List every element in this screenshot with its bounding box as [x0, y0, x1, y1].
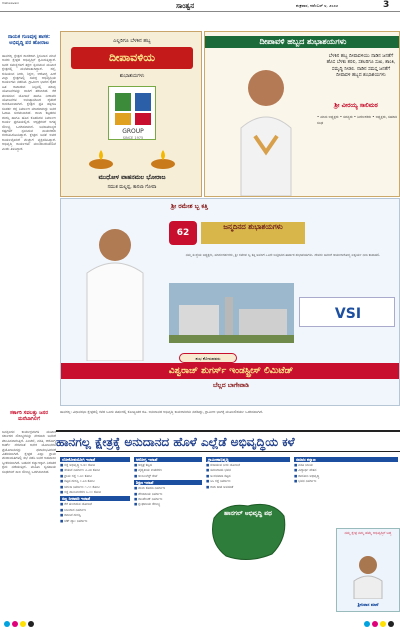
black-dot-icon [28, 621, 34, 627]
ad-left-line-2: ಶುಭಾಶಯಗಳು [119, 73, 145, 79]
black-dot-icon [388, 621, 394, 627]
list-heading: ಲೋಕೋಪಯೋಗಿ ಇಲಾಖೆ [60, 457, 130, 462]
ad-right-name: ಶ್ರೀ ವೀರಯ್ಯ ಸಾಲಿಮಠ [334, 102, 378, 109]
ad-right-message: ಬೆಳಕಿನ ಹಬ್ಬ ದೀಪಾವಳಿಯು ನಾಡಿನ ಜನತೆಗೆ ಹೊಸ ಬೆಳಕು ತರಲಿ, ಸಕಲರಿಗೂ ಸುಖ, ಶಾಂತಿ, ಸಮೃದ್ಧಿ ನೀಡಲಿ. ನಾಡಿನ ಸಮಸ್ತ ಜನತೆಗೆ ದೀಪಾವಳಿ ಹಬ್ಬದ ಶುಭಾಶಯಗಳು [326, 54, 396, 79]
company-location: ಬೆಲ್ಲದ ಬಾಗೇವಾಡಿ [213, 382, 249, 389]
ad-left-footer-2: ನಮುಕ ಮಲ್ಲಪ್ಪ, ಕಾನಲಾ ಗೋಪಾ [107, 185, 157, 190]
svg-text:SINCE 1975: SINCE 1975 [122, 136, 144, 140]
list-item: ■ ಚರಂಡಿ ನಿರ್ಮಾಣ ೧.೧೦ ಕೋಟಿ [60, 485, 130, 490]
birthday-message: ನಮ್ಮ ಸಂಸ್ಥೆಯ ಅಧ್ಯಕ್ಷರು, ಮಾರ್ಗದರ್ಶಕರು, ಶ್ರೀ ರಮೇಶ ಬ್ಬ ಕತ್ತಿ ಅವರಿಗೆ ೬೨ನೇ ಜನ್ಮದಿನದ ಹಾರ್ದಿಕ ಶುಭಾಶಯಗಳು. ದೇವರು ಅವರಿಗೆ ಆಯುರಾರೋಗ್ಯ ಐಶ್ವರ್ಯ ನೀಡಿ ಕಾಪಾಡಲಿ. [185, 253, 381, 257]
page-number: 3 [383, 0, 390, 10]
list-item: ■ ರಸ್ತೆ ಡಾಂಬರೀಕರಣ ೩.೦೦ ಕೋಟಿ [60, 490, 130, 495]
list-item: ■ ಸೇತುವೆ ನಿರ್ಮಾಣ ೨.೨೫ ಕೋಟಿ [60, 468, 130, 473]
ad-right-banner: ದೀಪಾವಳಿ ಹಬ್ಬದ ಶುಭಾಶಯಗಳು [205, 36, 400, 48]
ad-right-designations: • ಮಾಜಿ ಅಧ್ಯಕ್ಷರು • ಸದಸ್ಯರು • ನಿರ್ದೇಶಕರು • ಅಧ್ಯಕ್ಷರು, ಸಹಕಾರಿ ಸಂಘ [317, 115, 398, 125]
politician-photo [227, 56, 305, 196]
list-item: ■ ಶಾಲಾ ಕೊಠಡಿ ನಿರ್ಮಾಣ [134, 486, 202, 491]
factory-photo [169, 283, 294, 343]
list-item: ■ ವಿದ್ಯಾರ್ಥಿ ವೇತನ [294, 468, 398, 473]
list-item: ■ ಚೆಕ್ ಡ್ಯಾಂ ನಿರ್ಮಾಣ [60, 519, 130, 524]
age-badge: 62 [169, 221, 197, 245]
article-headline: ಹಾನಗಲ್ಲ ಕ್ಷೇತ್ರಕ್ಕೆ ಅನುದಾನದ ಹೊಳೆ ಎಲ್ಲೆಡೆ ಅಭಿವೃದ್ಧಿಯ ಕಳೆ [56, 430, 400, 452]
list-social-welfare [294, 456, 398, 526]
list-item: ■ ಗ್ರಾಮ ರಸ್ತೆ ೧.೮೦ ಕೋಟಿ [60, 474, 130, 479]
constituency-map [206, 498, 290, 564]
list-item: ■ ವೈದ್ಯಕೀಯ ಉಪಕರಣ [134, 468, 202, 473]
group-logo-icon [109, 87, 157, 141]
ad-left-line-1: ಎಲ್ಲರಿಗೂ ಬೆಳಕಿನ ಹಬ್ಬ [113, 38, 151, 44]
list-item: ■ ಆಂಬುಲೆನ್ಸ್ ಸೇವೆ [134, 474, 202, 479]
print-registration-marks [0, 619, 400, 629]
ad-left-footer-1: ಮುಧೋಳ ವಾಹನಮಲ ಭೋರಾಜ [98, 174, 166, 181]
header-left-text: Vishwavani [2, 1, 19, 5]
page-header [0, 0, 400, 12]
left-column-heading-1: ನಾಯಕ ಗುಣವುಳ್ಳ ಶಾಸಕ: ಅಭಿವೃದ್ಧಿ ಪರ ಹೋರಾಟ [8, 34, 50, 46]
list-heading: ಸಣ್ಣ ನೀರಾವರಿ ಇಲಾಖೆ [60, 496, 130, 501]
list-item: ■ ಕೆರೆ ತುಂಬಿಸುವ ಯೋಜನೆ [60, 502, 130, 507]
list-heading: ಗ್ರಾಮೀಣಾಭಿವೃದ್ಧಿ [206, 457, 290, 462]
list-item: ■ ವಸತಿ ನಿಲಯ [294, 463, 398, 468]
left-column-body-1: ಹಾನಗಲ್ಲ ಕ್ಷೇತ್ರದ ಶಾಸಕರಾಗಿ ಶ್ರೀನಿವಾಸ ಮಾನೆ ಅವರು ಕ್ಷೇತ್ರದ ಅಭಿವೃದ್ಧಿಗೆ ಶ್ರಮಿಸುತ್ತಿದ್ದಾರೆ. ಜನರ ಸಮಸ್ಯೆಗಳಿಗೆ ತಕ್ಷಣ ಸ್ಪಂದಿಸುವ ಮೂಲಕ ಕ್ಷೇತ್ರದಲ್ಲಿ ಮನೆಮಾತಾಗಿದ್ದಾರೆ. ರಸ್ತೆ, ಕುಡಿಯುವ ನೀರು, ಶಿಕ್ಷಣ, ಆರೋಗ್ಯ ಹೀಗೆ ಎಲ್ಲಾ ಕ್ಷೇತ್ರಗಳಲ್ಲಿ ಸಮಗ್ರ ಅಭಿವೃದ್ಧಿಯ ಕಾರ್ಯಗಳು ನಡೆದಿವೆ. ಗ್ರಾಮೀಣ ಭಾಗದ ರೈತರ ಹಿತ ಕಾಪಾಡುವ ನಿಟ್ಟಿನಲ್ಲಿ ಹಲವು ಯೋಜನೆಗಳನ್ನು ಜಾರಿಗೆ ತರಲಾಗಿದೆ. ಕೆರೆ ತುಂಬಿಸುವ ಯೋಜನೆ ಹಾಗೂ ನೀರಾವರಿ ಯೋಜನೆಗಳ ಅನುಷ್ಠಾನದಿಂದ ರೈತರಿಗೆ ಅನುಕೂಲವಾಗಿದೆ. ಕ್ಷೇತ್ರದ ಪ್ರತಿ ಹಳ್ಳಿಗೂ ಸಂಪರ್ಕ ರಸ್ತೆ ನಿರ್ಮಾಣ ಮಾಡಲಾಗಿದ್ದು ಜನರ ಓಡಾಟ ಸುಗಮವಾಗಿದೆ. ಶಾಲಾ ಕಟ್ಟಡಗಳ ದುರಸ್ತಿ ಹಾಗೂ ಹೊಸ ಕೊಠಡಿಗಳ ನಿರ್ಮಾಣ ಕಾರ್ಯ ಪ್ರಗತಿಯಲ್ಲಿದೆ. ಆಸ್ಪತ್ರೆಗಳಿಗೆ ಅಗತ್ಯ ಸೌಲಭ್ಯ ಒದಗಿಸಲಾಗಿದೆ. ಜನಸಾಮಾನ್ಯರ ಕಷ್ಟಗಳಿಗೆ ಸ್ಪಂದಿಸುವ ನಾಯಕರಾಗಿ ಗುರುತಿಸಿಕೊಂಡಿದ್ದಾರೆ. ಕ್ಷೇತ್ರದ ಜನತೆ ಅವರ ಕಾರ್ಯವೈಖರಿಗೆ ಮೆಚ್ಚುಗೆ ವ್ಯಕ್ತಪಡಿಸಿದ್ದಾರೆ. ಅಭಿವೃದ್ಧಿ ಕಾರ್ಯಗಳು ಮುಂದುವರಿಯಲಿವೆ ಎಂದು ತಿಳಿಸಿದ್ದಾರೆ. [2, 54, 56, 151]
promo-photo [351, 553, 385, 599]
birthday-ad [60, 198, 400, 406]
magenta-dot-icon [372, 621, 378, 627]
promo-box [336, 528, 400, 612]
promo-name: ಶ್ರೀನಿವಾಸ ಮಾನೆ [357, 602, 379, 607]
svg-text:GROUP: GROUP [122, 128, 144, 135]
vsi-logo-icon [300, 298, 396, 328]
promo-text: ನಮ್ಮ ಕ್ಷೇತ್ರ ನಮ್ಮ ಹೆಮ್ಮೆ ಅಭಿವೃದ್ಧಿಗೆ ಬದ್ಧ [344, 531, 392, 535]
list-item: ■ ಕಾಲೋನಿ ಅಭಿವೃದ್ಧಿ [294, 474, 398, 479]
magenta-dot-icon [12, 621, 18, 627]
list-item: ■ ಕಾಂಪೌಂಡ್ ನಿರ್ಮಾಣ [134, 497, 202, 502]
list-heading: ಸಮಾಜ ಕಲ್ಯಾಣ [294, 457, 398, 462]
deepavali-ad-left [60, 31, 202, 197]
list-item: ■ ಕಟ್ಟಡ ದುರಸ್ತಿ ೦.೭೫ ಕೋಟಿ [60, 479, 130, 484]
diya-decoration-icon [71, 144, 193, 172]
list-item: ■ ಕಾಲುವೆ ದುರಸ್ತಿ [60, 513, 130, 518]
svg-text:VSI: VSI [334, 306, 362, 322]
cyan-dot-icon [4, 621, 10, 627]
honoree-photo [65, 215, 165, 361]
list-item: ■ ಆಸ್ಪತ್ರೆ ಕಟ್ಟಡ [134, 463, 202, 468]
article-intro: ಹಾನಗಲ್ಲ: ವಿಧಾನಸಭಾ ಕ್ಷೇತ್ರದಲ್ಲಿ ಕಳೆದ ಒಂದು ವರ್ಷದಲ್ಲಿ ಕೋಟ್ಯಂತರ ರೂ. ಅನುದಾನದ ಅಭಿವೃದ್ಧಿ ಕಾಮಗಾರಿಗಳು ನಡೆದಿದ್ದು, ಗ್ರಾಮೀಣ ಭಾಗಕ್ಕೆ ಮೂಲಸೌಕರ್ಯ ಒದಗಿಸಲಾಗಿದೆ. [60, 410, 264, 414]
list-item: ■ ಶೌಚಾಲಯ ನಿರ್ಮಾಣ [134, 492, 202, 497]
group-logo [108, 86, 156, 140]
vsi-logo [299, 297, 395, 327]
list-heading: ಆರೋಗ್ಯ ಇಲಾಖೆ [134, 457, 202, 462]
yellow-dot-icon [380, 621, 386, 627]
masthead: ಸಾಂತ್ವನ [176, 1, 195, 10]
yellow-dot-icon [20, 621, 26, 627]
deepavali-ad-right [204, 31, 400, 197]
map-label: ಹಾನಗಲ್ ಅಭಿವೃದ್ಧಿ ಪಥ [224, 510, 272, 517]
list-item: ■ ಬೀದಿ ದೀಪ ಅಳವಡಿಕೆ [206, 485, 290, 490]
left-column-body-2: ಜನಸ್ಪಂದನ ಕಾರ್ಯಕ್ರಮಗಳ ಮೂಲಕ ಸರ್ಕಾರದ ಸೌಲಭ್ಯಗಳನ್ನು ನೇರವಾಗಿ ಜನರಿಗೆ ತಲುಪಿಸಲಾಗುತ್ತಿದೆ. ಪಿಂಚಣಿ, ವಸತಿ, ಆರೋಗ್ಯ ಕಾರ್ಡ್ ಸೇರಿದಂತೆ ಅನೇಕ ಯೋಜನೆಗಳ ಪ್ರಯೋಜನವನ್ನು ಫಲಾನುಭವಿಗಳಿಗೆ ವಿತರಿಸಲಾಗಿದೆ. ಕ್ಷೇತ್ರದ ಎಲ್ಲಾ ಗ್ರಾಮ ಪಂಚಾಯತಿಗಳಲ್ಲಿ ಸಭೆ ನಡೆಸಿ ಜನರ ಅಹವಾಲು ಸ್ವೀಕರಿಸಲಾಗಿದೆ. ಬಡವರ ಕಲ್ಯಾಣಕ್ಕಾಗಿ ನಿರಂತರ ಶ್ರಮ ನಡೆಯುತ್ತಿದೆ. ಮಹಿಳಾ ಸ್ವಸಹಾಯ ಸಂಘಗಳಿಗೆ ಸಾಲ ಸೌಲಭ್ಯ ಒದಗಿಸಲಾಗಿದೆ. [2, 430, 56, 474]
list-item: ■ ಕುಡಿಯುವ ನೀರು ಯೋಜನೆ [206, 463, 290, 468]
list-item: ■ ಬಾಂದಾರ ನಿರ್ಮಾಣ [60, 508, 130, 513]
pill-greeting: ಶುಭ ಕೋರುವವರು [179, 353, 237, 363]
list-health [134, 456, 202, 616]
ad-left-banner: ದೀಪಾವಳಿಯ [71, 47, 193, 69]
list-item: ■ ಗ್ರಂಥಾಲಯ ಸೌಲಭ್ಯ [134, 502, 202, 507]
honoree-name: ಶ್ರೀ ರಮೇಶ ಬ್ಬ ಕತ್ತಿ [171, 203, 208, 210]
company-band: ವಿಶ್ವರಾಜ್ ಶುಗರ್ಸ್ ಇಂಡಸ್ಟ್ರೀಸ್ ಲಿಮಿಟೆಡ್ [61, 363, 400, 379]
cyan-dot-icon [364, 621, 370, 627]
list-rural [206, 456, 290, 496]
list-item: ■ ಅಂಗನವಾಡಿ ಕಟ್ಟಡ [206, 474, 290, 479]
left-column-heading-2: ಸರ್ಕಾರಿ ಸವಲತ್ತು ಜನರ ಮನೆಬಾಗಿಲಿಗೆ [10, 410, 48, 422]
list-item: ■ ಭವನ ನಿರ್ಮಾಣ [294, 479, 398, 484]
list-item: ■ ಸಿಸಿ ರಸ್ತೆ ನಿರ್ಮಾಣ [206, 479, 290, 484]
birthday-wish: ಜನ್ಮದಿನದ ಶುಭಾಶಯಗಳು [201, 222, 305, 244]
list-item: ■ ಸಮುದಾಯ ಭವನ [206, 468, 290, 473]
dateline: ಶುಕ್ರವಾರ, ನವೆಂಬರ್ ೪, ೨೦೨೨ [296, 3, 338, 8]
list-heading: ಶಿಕ್ಷಣ ಇಲಾಖೆ [134, 480, 202, 485]
list-item: ■ ರಸ್ತೆ ಅಭಿವೃದ್ಧಿ ೪.೫೦ ಕೋಟಿ [60, 463, 130, 468]
list-pwd [60, 456, 130, 616]
